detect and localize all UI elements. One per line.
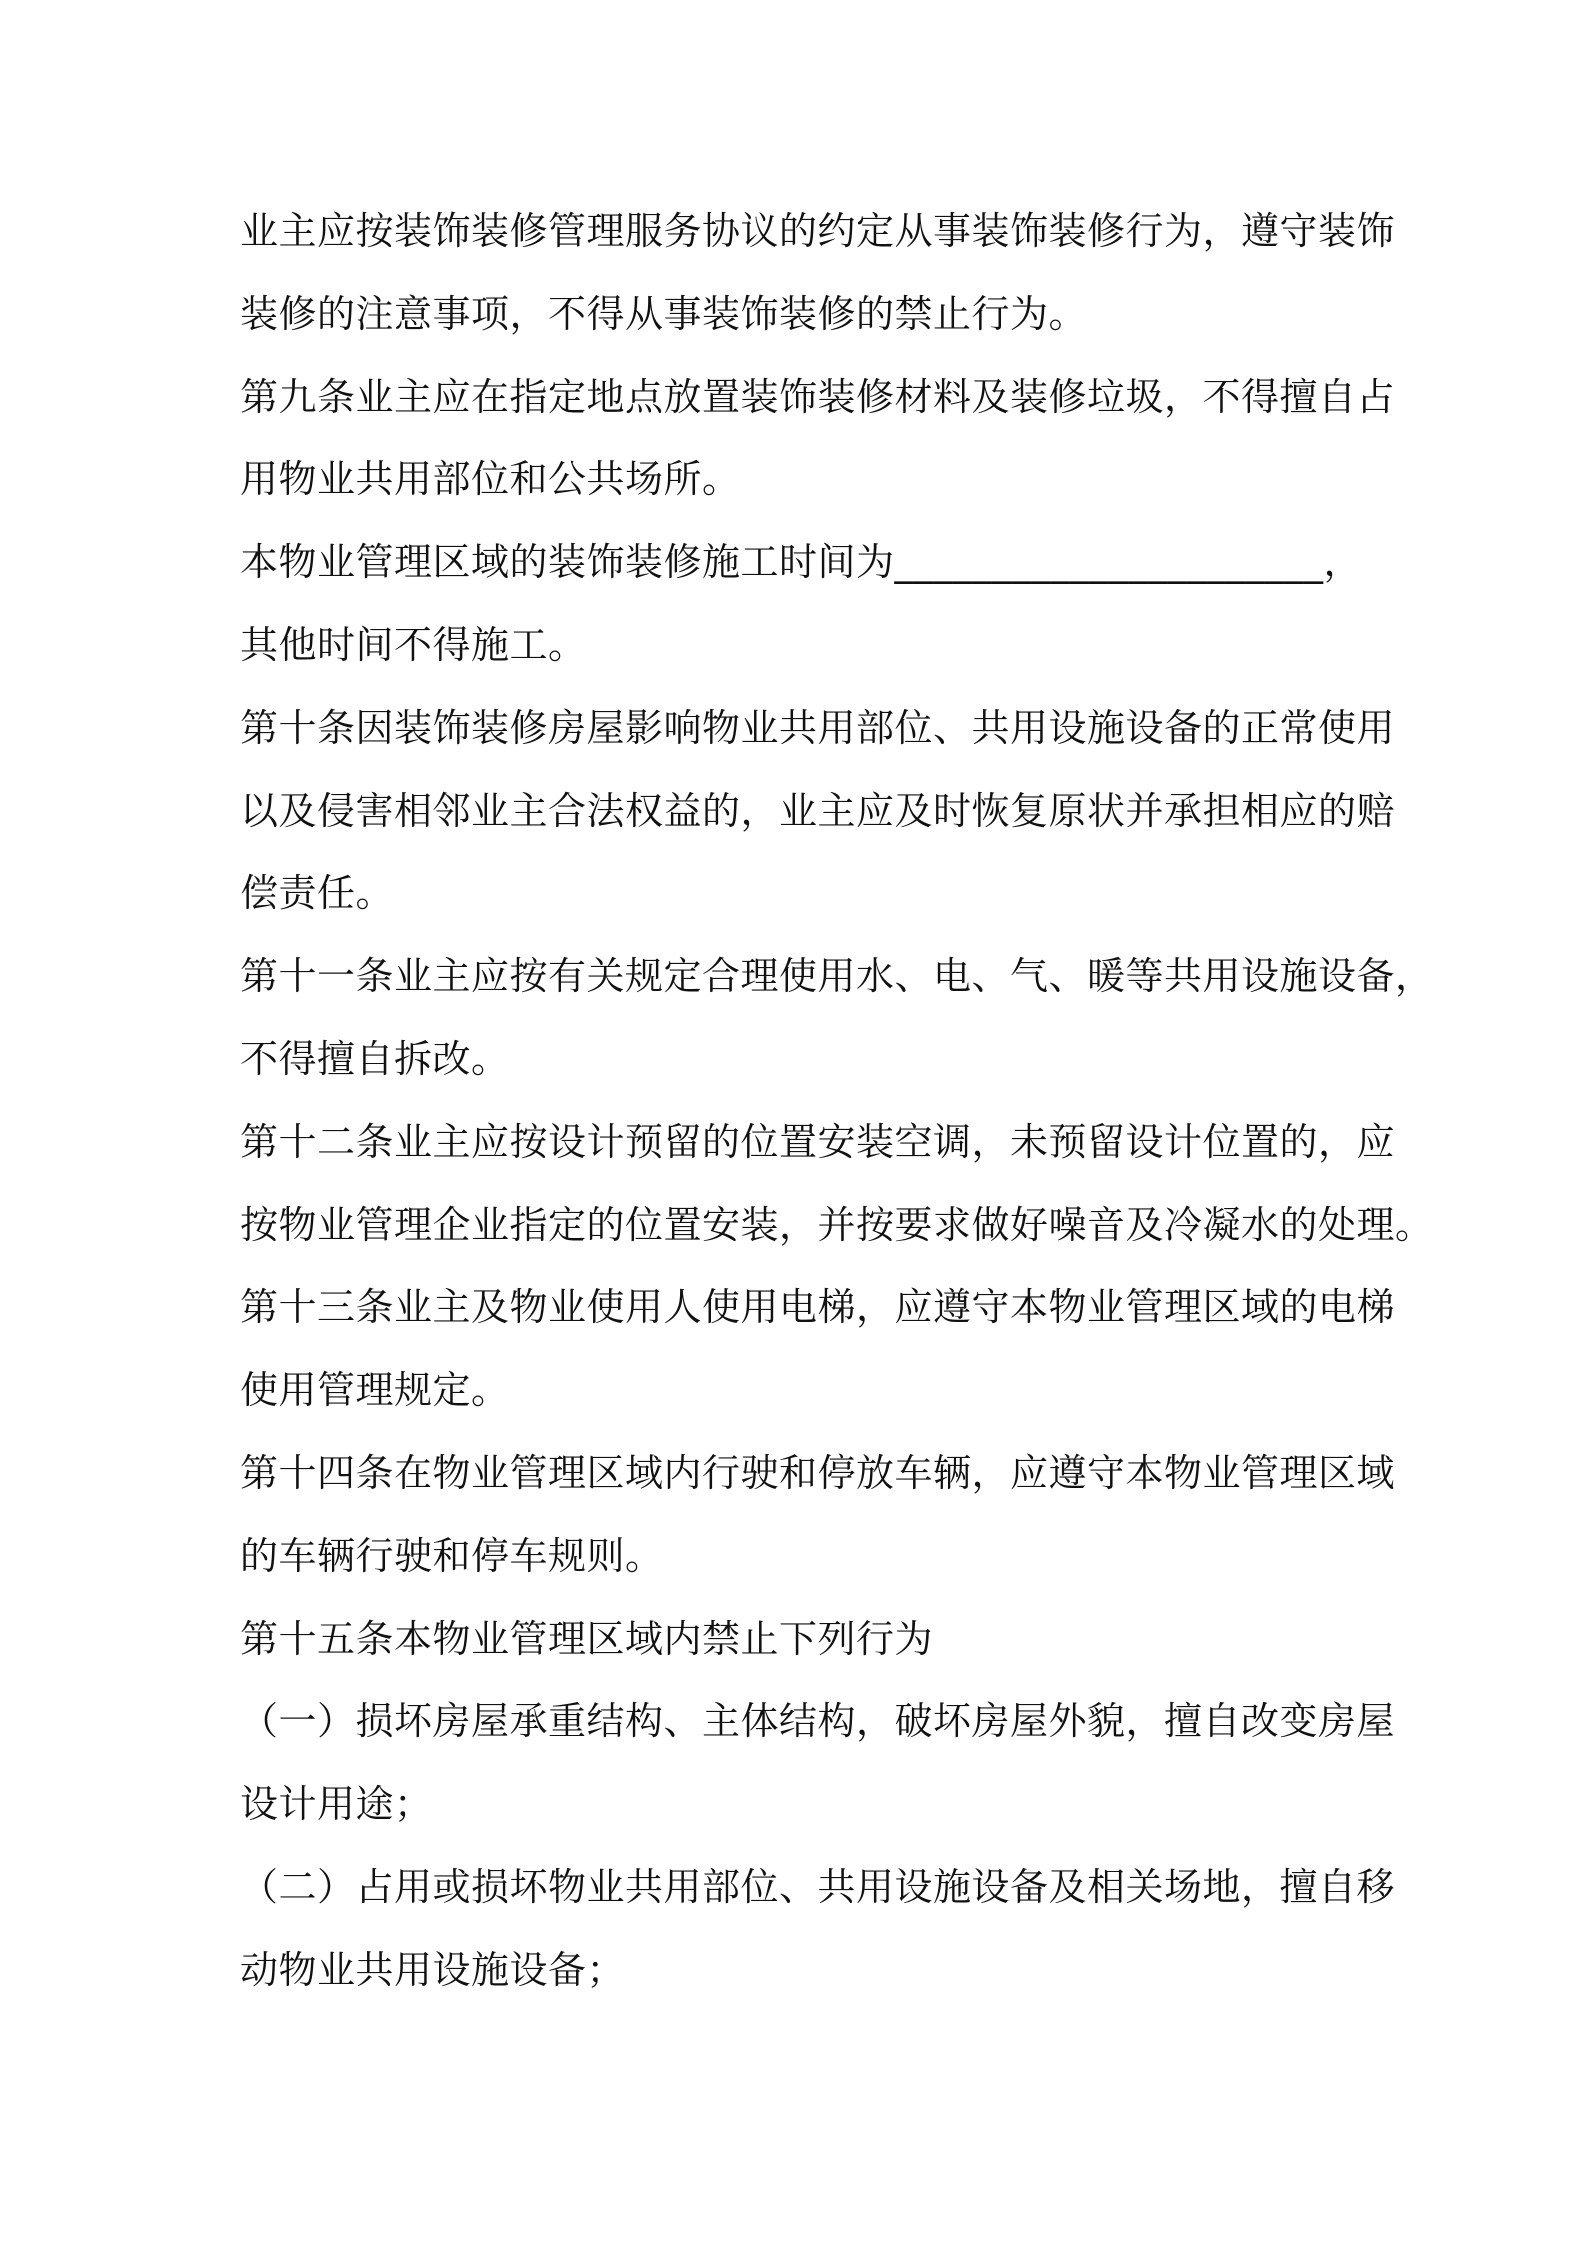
list-item-line: （二）占用或损坏物业共用部位、共用设施设备及相关场地，擅自移 xyxy=(240,1865,1396,1909)
text-line: 的车辆行驶和停车规则。 xyxy=(240,1534,664,1578)
text-line-with-blank: 本物业管理区域的装饰装修施工时间为______________________， xyxy=(240,540,1363,584)
text-line: 以及侵害相邻业主合法权益的，业主应及时恢复原状并承担相应的赔 xyxy=(240,789,1396,833)
list-item-line: 设计用途； xyxy=(240,1782,433,1826)
text-line: 其他时间不得施工。 xyxy=(240,623,587,667)
text-line: 按物业管理企业指定的位置安装，并按要求做好噪音及冷凝水的处理。 xyxy=(240,1203,1434,1247)
text-line: 用物业共用部位和公共场所。 xyxy=(240,457,741,501)
text-line: 业主应按装饰装修管理服务协议的约定从事装饰装修行为，遵守装饰 xyxy=(240,209,1396,253)
text-line: 第十条因装饰装修房屋影响物业共用部位、共用设施设备的正常使用 xyxy=(240,706,1396,750)
text-line: 第十三条业主及物业使用人使用电梯，应遵守本物业管理区域的电梯 xyxy=(240,1285,1396,1329)
text-line: 不得擅自拆改。 xyxy=(240,1037,510,1081)
text-line: 使用管理规定。 xyxy=(240,1368,510,1412)
text-line: 装修的注意事项，不得从事装饰装修的禁止行为。 xyxy=(240,292,1088,336)
text-line: 第十四条在物业管理区域内行驶和停放车辆，应遵守本物业管理区域 xyxy=(240,1451,1396,1495)
text-line: 第十一条业主应按有关规定合理使用水、电、气、暖等共用设施设备， xyxy=(240,954,1434,998)
text-line: 第十二条业主应按设计预留的位置安装空调，未预留设计位置的，应 xyxy=(240,1120,1396,1164)
text-line: 偿责任。 xyxy=(240,871,395,915)
list-item-line: （一）损坏房屋承重结构、主体结构，破坏房屋外貌，擅自改变房屋 xyxy=(240,1699,1396,1743)
text-line: 第九条业主应在指定地点放置装饰装修材料及装修垃圾，不得擅自占 xyxy=(240,375,1396,419)
text-line: 第十五条本物业管理区域内禁止下列行为 xyxy=(240,1617,934,1661)
list-item-line: 动物业共用设施设备； xyxy=(240,1948,626,1992)
